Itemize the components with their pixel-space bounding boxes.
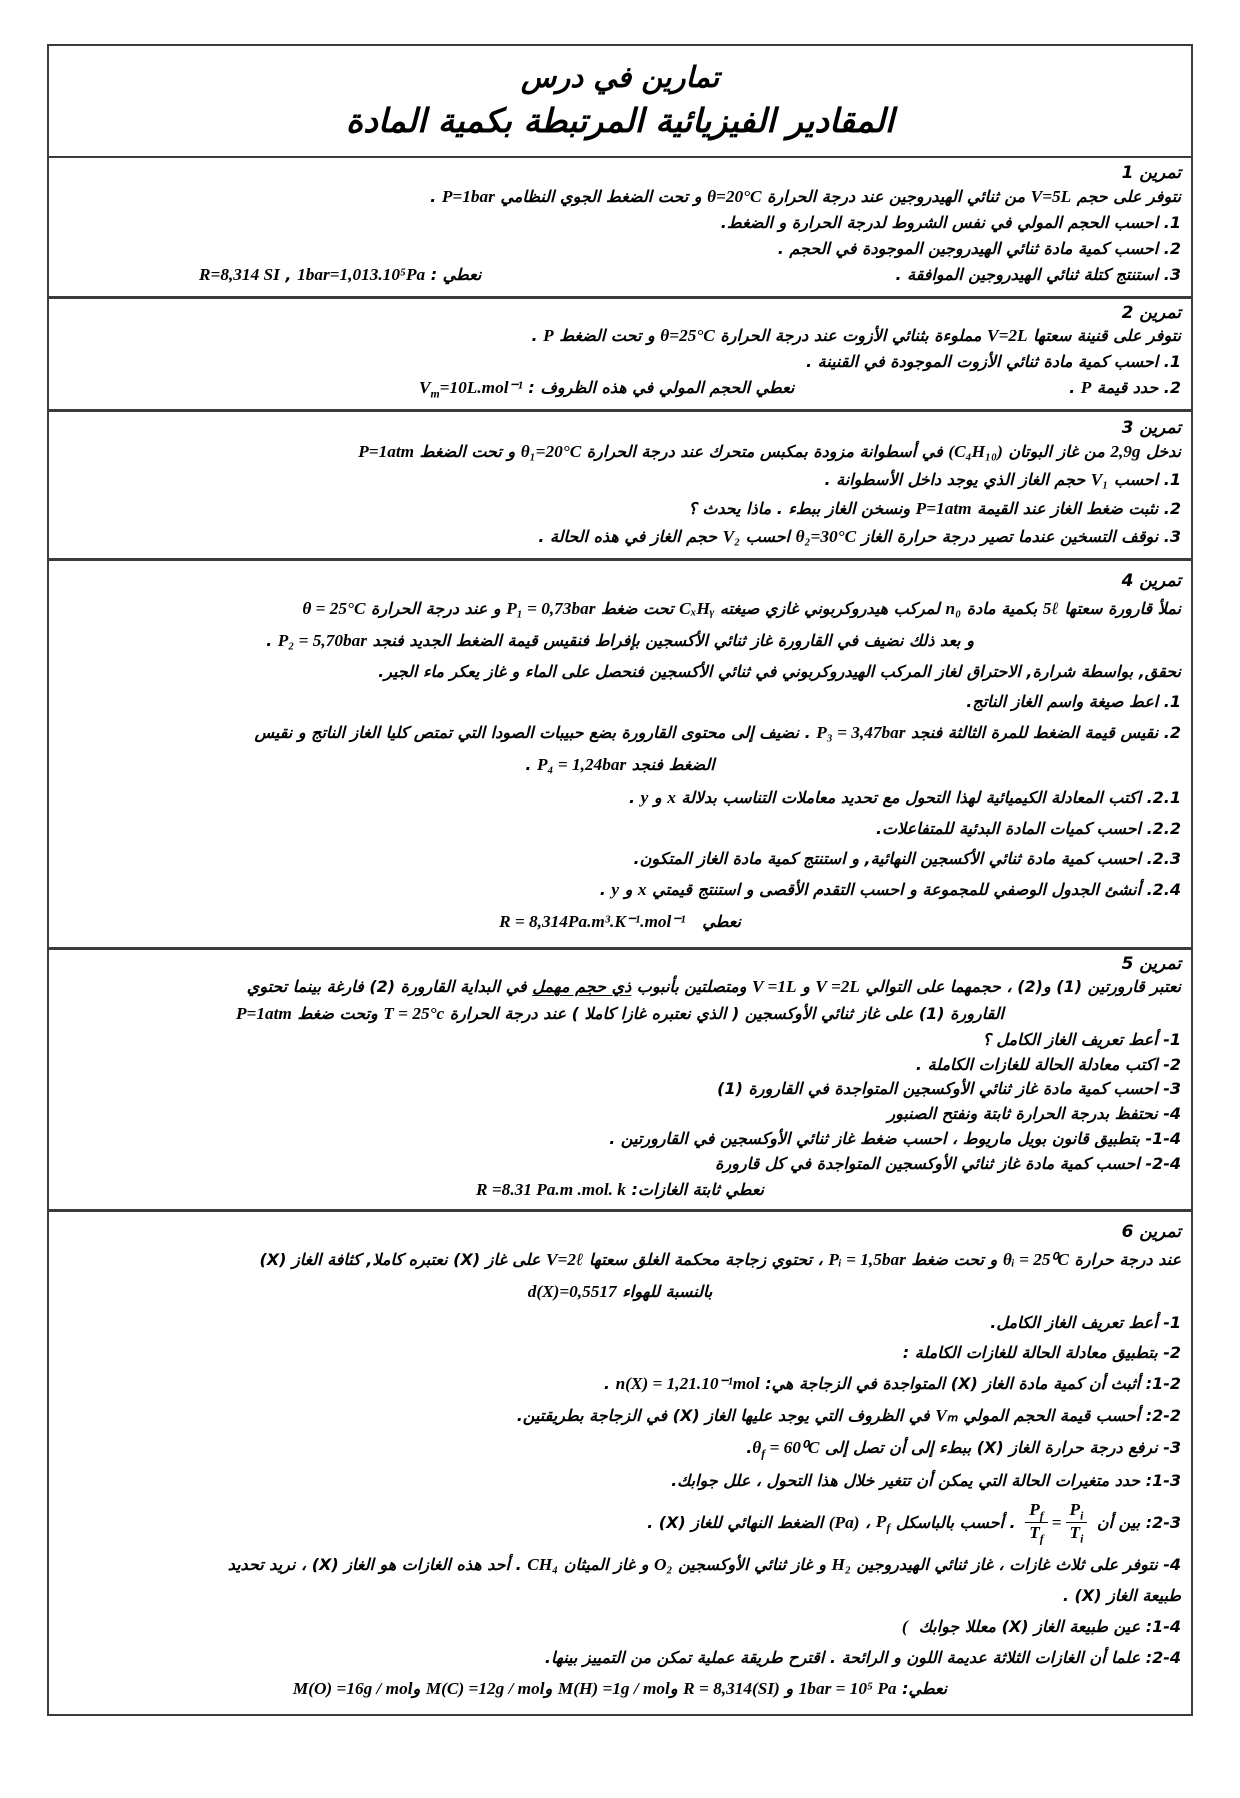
exercise-line: 2. نثبت ضغط الغاز عند القيمة P=1atm ونسخن الغاز ببطء . ماذا يحدث ؟ — [688, 498, 1181, 518]
exercise-section — [49, 156, 1191, 296]
exercise-line: 1-3: حدد متغيرات الحالة التي يمكن أن تتغير خلال هذا التحول ، علل جوابك. — [671, 1471, 1181, 1491]
exercise-line: نملأ قارورة سعتها 5ℓ بكمية مادة n₀ لمركب هيدروكربوني غازي صيغته CₓHᵧ تحت ضغط P₁ = 0,73bar و عند درجة الحرارة θ = 25°C — [302, 598, 1181, 618]
exercise-line: 2.4. أنشئ الجدول الوصفي للمجموعة و احسب التقدم الأقصى و استنتج قيمتي x و y . — [599, 879, 1181, 899]
exercise-line: 2- اكتب معادلة الحالة للغازات الكاملة . — [915, 1054, 1181, 1074]
exercise-list — [49, 156, 1191, 1714]
exercise-line — [59, 375, 1181, 404]
exercise-line: نتوفر على قنينة سعتها V=2L مملوءة بثنائي الأزوت عند درجة الحرارة θ=25°C و تحت الضغط P . — [531, 326, 1181, 345]
exercise-line: 1. احسب الحجم المولي في نفس الشروط لدرجة الحرارة و الضغط. — [720, 213, 1181, 233]
exercise-line — [59, 262, 1181, 289]
exercise-line: ندخل 2,9g من غاز البوتان (C₄H₁₀) في أسطوانة مزودة بمكبس متحرك عند درجة الحرارة θ₁=20°C و تحت الضغط P=1atm — [358, 442, 1181, 462]
line-right-part: 2. حدد قيمة P . — [1069, 377, 1181, 397]
exercise-line: الضغط فنجد P₄ = 1,24bar . — [525, 755, 715, 775]
exercise-line: طبيعة الغاز (X) . — [1062, 1585, 1181, 1605]
exercise-line: نعتبر قارورتين (1) و(2) ، حجمهما على التوالي V =2L و V =1L ومتصلتين بأنبوب ذي حجم مهمل في البداية القارورة (2) فارغة بينما تحتوي — [246, 977, 1181, 997]
exercise-line: 2- بتطبيق معادلة الحالة للغازات الكاملة : — [902, 1343, 1181, 1363]
exercise-line: و بعد ذلك نضيف في القارورة غاز ثنائي الأكسجين بإفراط فنقيس قيمة الضغط الجديد فنجد P₂ = 5,70bar . — [266, 631, 974, 650]
worksheet-title-line2: المقادير الفيزيائية المرتبطة بكمية المادة — [345, 101, 895, 141]
exercise-line: نتوفر على حجم V=5L من ثنائي الهيدروجين عند درجة الحرارة θ=20°C و تحت الضغط الجوي النظامي P=1bar . — [430, 186, 1181, 206]
exercise-line: 3- نرفع درجة حرارة الغاز (X) ببطء إلى أن تصل إلى $\theta_f = 60^0C$. — [746, 1438, 1181, 1461]
exercise-title: تمرين 5 — [1121, 954, 1181, 975]
exercise-line: 3. نوقف التسخين عندما تصير درجة حرارة الغاز θ₂=30°C احسب V₂ حجم الغاز في هذه الحالة . — [538, 526, 1181, 546]
exercise-line: نعطي ثابتة الغازات: R =8.31 Pa.m .mol. k — [476, 1179, 764, 1199]
exercise-line: 2.3. احسب كمية مادة ثنائي الأكسجين النهائية, و استنتج كمية مادة الغاز المتكون. — [633, 848, 1181, 868]
exercise-line: 2.1. اكتب المعادلة الكيميائية لهذا التحول مع تحديد معاملات التناسب بدلالة x و y . — [629, 787, 1181, 807]
exercise-line: 1-4- بتطبيق قانون بويل ماريوط ، احسب ضغط غاز ثنائي الأوكسجين في القارورتين . — [609, 1128, 1181, 1148]
exercise-line: 2-3: بين أن $\frac{P_i}{T_i}$ = $\frac{P_f}{T_f}$ . أحسب بالباسكل (Pa) ، $P_f$ الضغط النهائي للغاز (X) . — [647, 1499, 1181, 1546]
exercise-line: 1. احسب V₁ حجم الغاز الذي يوجد داخل الأسطوانة . — [824, 470, 1181, 490]
exercise-line: 2-4- احسب كمية مادة غاز ثنائي الأوكسجين المتواجدة في كل قارورة — [715, 1153, 1181, 1173]
exercise-section — [49, 1209, 1191, 1714]
exercise-line: 2-2: أحسب قيمة الحجم المولي Vₘ في الظروف التي يوجد عليها الغاز (X) في الزجاجة بطريقتين. — [516, 1406, 1181, 1426]
exercise-line: 2-4: علما أن الغازات الثلاثة عديمة اللون و الرائحة . اقترح طريقة عملية تمكن من التمييز بينها. — [544, 1647, 1181, 1667]
exercise-line: 2.2. احسب كميات المادة البدئية للمتفاعلات. — [875, 818, 1181, 838]
line-left-part: نعطي الحجم المولي في هذه الظروف : $V_m=10L.mol^{-1}$ — [419, 377, 795, 401]
exercise-line: 1. احسب كمية مادة ثنائي الأزوت الموجودة في القنينة . — [806, 351, 1181, 371]
exercise-line: عند درجة حرارة θᵢ = 25⁰C و تحت ضغط Pᵢ = 1,5bar ، تحتوي زجاجة محكمة الغلق سعتها V=2ℓ على غاز (X) نعتبره كاملا, كثافة الغاز (X) — [259, 1249, 1181, 1269]
exercise-line: 1- أعط تعريف الغاز الكامل. — [990, 1313, 1181, 1333]
worksheet — [47, 44, 1193, 1716]
page — [0, 44, 1240, 1798]
exercise-line: بالنسبة للهواء d(X)=0,5517 — [527, 1282, 713, 1302]
exercise-section — [49, 296, 1191, 409]
line-left-part: نعطي : R=8,314 SI , 1bar=1,013.10⁵Pa — [199, 265, 482, 285]
exercise-section — [49, 947, 1191, 1209]
exercise-line: 1-4: عين طبيعة الغاز (X) معللا جوابك ( — [901, 1616, 1181, 1636]
line-right-part: 3. استنتج كتلة ثنائي الهيدروجين الموافقة . — [895, 265, 1181, 285]
exercise-line: نعطي: 1bar = 10⁵ Pa و R = 8,314(SI) وM(H) =1g / mol وM(C) =12g / mol وM(O) =16g / mol — [292, 1679, 948, 1699]
exercise-line: 4- نحتفظ بدرجة الحرارة ثابتة ونفتح الصنبور — [887, 1104, 1181, 1124]
exercise-line: 3- احسب كمية مادة غاز ثنائي الأوكسجين المتواجدة في القارورة (1) — [717, 1079, 1181, 1099]
exercise-line: 2. احسب كمية مادة ثنائي الهيدروجين الموجودة في الحجم . — [777, 238, 1181, 258]
exercise-title: تمرين 4 — [1121, 570, 1181, 591]
worksheet-header — [49, 46, 1191, 156]
exercise-section — [49, 409, 1191, 558]
exercise-line: القارورة (1) على غاز ثنائي الأوكسجين ( الذي نعتبره غازا كاملا ) عند درجة الحرارة T = 25°c وتحت ضغط P=1atm — [235, 1004, 1004, 1024]
exercise-title: تمرين 3 — [1121, 417, 1181, 438]
exercise-line: 4- نتوفر على ثلاث غازات ، غاز ثنائي الهيدروجين H₂ و غاز ثنائي الأوكسجين O₂ و غاز الميثان CH₄ . أحد هذه الغازات هو الغاز (X) ، نريد تحديد — [227, 1554, 1181, 1574]
exercise-title: تمرين 2 — [1121, 303, 1181, 323]
exercise-title: تمرين 1 — [1121, 162, 1181, 183]
exercise-title: تمرين 6 — [1121, 1221, 1181, 1242]
exercise-line: 1-2: أثبث أن كمية مادة الغاز (X) المتواجدة في الزجاجة هي: n(X) = 1,21.10⁻¹mol . — [603, 1374, 1181, 1394]
exercise-line: 1. اعط صيغة واسم الغاز الناتج. — [966, 692, 1181, 712]
worksheet-title-line1: تمارين في درس — [520, 59, 720, 94]
exercise-line: نعطي R = 8,314Pa.m³.K⁻¹.mol⁻¹ — [499, 912, 741, 932]
exercise-line: نحقق, بواسطة شرارة, الاحتراق لغاز المركب الهيدروكربوني في ثنائي الأكسجين فنحصل على الماء و غاز يعكر ماء الجير. — [378, 662, 1181, 682]
exercise-section — [49, 558, 1191, 947]
exercise-line: 2. نقيس قيمة الضغط للمرة الثالثة فنجد P₃ = 3,47bar . نضيف إلى محتوى القارورة بضع حبيبات الصودا التي تمتص كليا الغاز الناتج و نقيس — [254, 723, 1181, 743]
exercise-line: 1- أعط تعريف الغاز الكامل ؟ — [982, 1029, 1181, 1049]
